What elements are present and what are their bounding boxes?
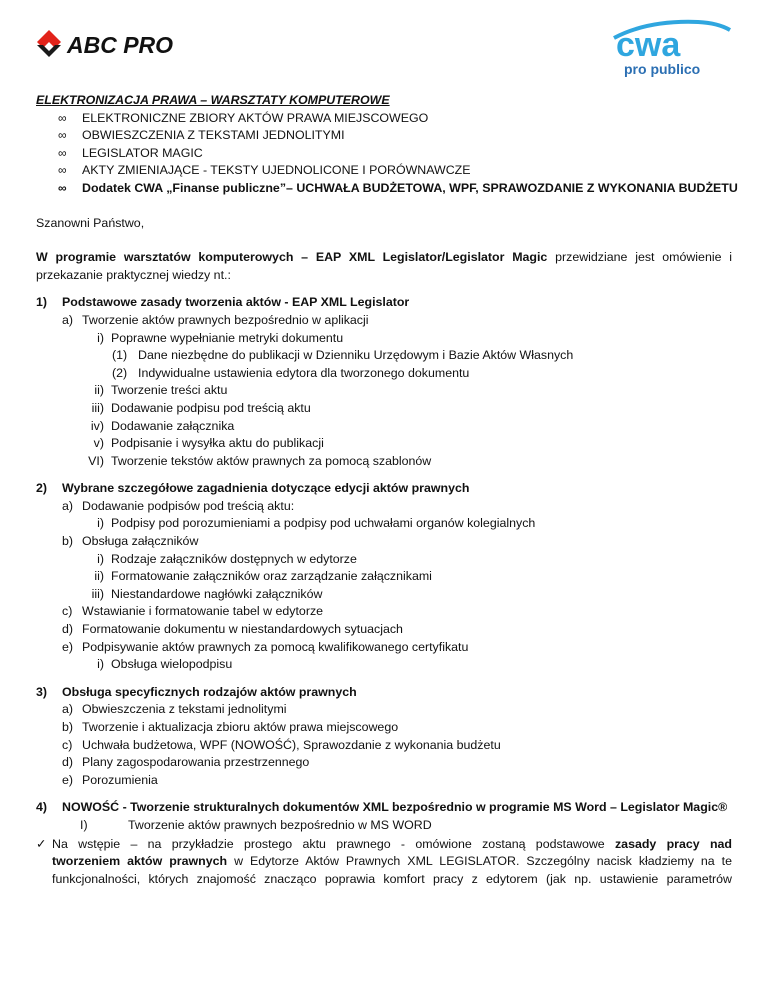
outline-item-text: Tworzenie aktów prawnych bezpośrednio w MS WORD <box>128 817 432 832</box>
outline-item-number: (2) <box>112 365 128 380</box>
outline-item <box>36 621 732 639</box>
outline-item <box>36 656 732 674</box>
outline-item <box>36 586 732 604</box>
cwa-pro-publico-logo <box>608 18 732 78</box>
outline-item <box>36 568 732 586</box>
outline-item-text: Tworzenie aktów prawnych bezpośrednio w aplikacji <box>82 312 369 327</box>
section-heading <box>36 684 732 702</box>
infinity-bullet-icon: ∞ <box>58 145 67 160</box>
topic-bullet-text: Dodatek CWA „Finanse publiczne”– UCHWAŁA BUDŻETOWA, WPF, SPRAWOZDANIE Z WYKONANIA BUDŻETU <box>82 180 738 195</box>
outline-item-text: Porozumienia <box>82 772 158 787</box>
outline-item-number: I) <box>80 817 88 832</box>
outline-item <box>36 701 732 719</box>
outline-item <box>36 330 732 348</box>
topic-bullet <box>36 110 732 128</box>
outline-item <box>36 453 732 471</box>
section-heading <box>36 799 732 817</box>
outline-item-number: d) <box>62 755 74 770</box>
section-title: Obsługa specyficznych rodzajów aktów prawnych <box>62 684 357 699</box>
outline-item-text: Indywidualne ustawienia edytora dla tworzonego dokumentu <box>138 365 470 380</box>
outline-item-number: iii) <box>91 400 104 415</box>
closing-line: funkcjonalności, których znajomość znacząco poprawia komfort pracy z edytorem (jak np. ustawienie parametrów <box>52 871 732 886</box>
outline-item <box>36 754 732 772</box>
outline-item <box>36 365 732 383</box>
section-heading <box>36 294 732 312</box>
outline-item-number: e) <box>62 639 74 654</box>
section-heading <box>36 480 732 498</box>
outline-item-number: b) <box>62 534 74 549</box>
outline-item-number: (1) <box>112 348 128 363</box>
topic-bullet-list <box>36 110 738 198</box>
abc-pro-logo-text: ABC PRO <box>67 32 174 58</box>
abc-pro-logo <box>37 28 202 62</box>
topic-bullet <box>36 127 732 145</box>
outline-item <box>36 719 732 737</box>
outline-item <box>36 603 732 621</box>
topic-bullet-text: AKTY ZMIENIAJĄCE - TEKSTY UJEDNOLICONE I PORÓWNAWCZE <box>82 163 471 178</box>
closing-paragraph <box>36 836 732 889</box>
outline-item-number: VI) <box>88 453 104 468</box>
outline-item-text: Obsługa wielopodpisu <box>111 657 233 672</box>
outline-item-text: Dodawanie podpisów pod treścią aktu: <box>82 498 295 513</box>
section-number: 1) <box>36 295 48 310</box>
outline-item-number: e) <box>62 772 74 787</box>
topic-bullet <box>36 180 738 198</box>
outline-item-text: Tworzenie i aktualizacja zbioru aktów prawa miejscowego <box>82 720 399 734</box>
topic-bullet-text: OBWIESZCZENIA Z TEKSTAMI JEDNOLITYMI <box>82 128 345 143</box>
outline-item-number: iii) <box>91 586 104 601</box>
outline-item-text: Rodzaje załączników dostępnych w edytorze <box>111 551 357 566</box>
outline-item-text: Podpisy pod porozumieniami a podpisy pod uchwałami organów kolegialnych <box>111 516 536 531</box>
section-number: 3) <box>36 684 48 699</box>
outline-item-text: Obsługa załączników <box>82 534 199 549</box>
outline-item-number: c) <box>62 737 73 752</box>
closing-text: Na wstępie – na przykładzie prostego aktu prawnego - omówione zostaną podstawowe <box>52 836 615 851</box>
outline-item-text: Tworzenie treści aktu <box>111 383 228 398</box>
outline-item-text: Niestandardowe nagłówki załączników <box>111 586 323 601</box>
outline-item-text: Uchwała budżetowa, WPF (NOWOŚĆ), Sprawozdanie z wykonania budżetu <box>82 737 501 752</box>
outline-item-number: iv) <box>90 418 104 433</box>
outline-item-number: c) <box>62 604 73 619</box>
outline-item-text: Plany zagospodarowania przestrzennego <box>82 755 310 770</box>
outline-item-number: v) <box>93 436 104 451</box>
checkmark-icon: ✓ <box>36 836 47 851</box>
infinity-bullet-icon: ∞ <box>58 110 67 125</box>
section-title: Podstawowe zasady tworzenia aktów - EAP XML Legislator <box>62 295 410 310</box>
outline-item <box>36 418 732 436</box>
outline-item <box>36 347 732 365</box>
document-title: ELEKTRONIZACJA PRAWA – WARSZTATY KOMPUTEROWE <box>36 93 390 107</box>
section-number: 4) <box>36 800 48 815</box>
outline-item-number: a) <box>62 702 74 717</box>
infinity-bullet-icon: ∞ <box>58 128 67 143</box>
outline-item-text: Podpisywanie aktów prawnych za pomocą kwalifikowanego certyfikatu <box>82 639 469 654</box>
outline-item-text: Wstawianie i formatowanie tabel w edytorze <box>82 604 324 619</box>
cwa-logo-text: cwa <box>616 26 681 64</box>
topic-bullet <box>36 162 732 180</box>
outline-item-number: d) <box>62 622 74 637</box>
topic-bullet <box>36 145 732 163</box>
outline-item-text: Dodawanie załącznika <box>111 418 235 433</box>
infinity-bullet-icon: ∞ <box>58 163 67 178</box>
outline-item <box>36 772 732 790</box>
outline-item-number: i) <box>97 516 104 531</box>
outline-item <box>36 382 732 400</box>
program-outline <box>36 294 732 834</box>
outline-item <box>36 817 732 835</box>
section-title: NOWOŚĆ - Tworzenie strukturalnych dokumentów XML bezpośrednio w programie MS Word – Legislator Magic® <box>62 800 728 815</box>
topic-bullet-text: ELEKTRONICZNE ZBIORY AKTÓW PRAWA MIEJSCOWEGO <box>82 110 429 125</box>
closing-line <box>52 836 732 854</box>
closing-bold-text: zasady pracy nad <box>614 836 732 851</box>
cwa-logo-subtext: pro publico <box>624 61 701 77</box>
outline-item <box>36 400 732 418</box>
outline-item <box>36 639 732 657</box>
outline-item-text: Obwieszczenia z tekstami jednolitymi <box>82 702 287 717</box>
outline-item-number: i) <box>97 657 104 672</box>
intro-text: przewidziane jest omówienie i przekazanie praktycznej wiedzy nt.: <box>36 250 732 282</box>
outline-item <box>36 737 732 755</box>
outline-item-number: i) <box>97 330 104 345</box>
outline-item <box>36 515 732 533</box>
outline-item-number: a) <box>62 498 74 513</box>
closing-bold-text: tworzeniem aktów prawnych <box>52 854 228 869</box>
outline-item-number: ii) <box>94 569 104 584</box>
section-title: Wybrane szczegółowe zagadnienia dotyczące edycji aktów prawnych <box>62 481 470 496</box>
topic-bullet-text: LEGISLATOR MAGIC <box>82 145 203 160</box>
outline-item-text: Tworzenie tekstów aktów prawnych za pomocą szablonów <box>111 453 432 468</box>
outline-item <box>36 533 732 551</box>
outline-item-number: ii) <box>94 383 104 398</box>
outline-item-number: a) <box>62 312 74 327</box>
header <box>0 0 768 86</box>
outline-item <box>36 498 732 516</box>
intro-bold-text: W programie warsztatów komputerowych – EAP XML Legislator/Legislator Magic <box>36 250 548 265</box>
outline-item <box>36 435 732 453</box>
outline-item <box>36 312 732 330</box>
closing-text: w Edytorze Aktów Prawnych XML LEGISLATOR. Szczególny nacisk kładziemy na te <box>227 854 733 869</box>
outline-item-number: b) <box>62 720 74 734</box>
infinity-bullet-icon: ∞ <box>58 180 67 195</box>
outline-item-text: Dodawanie podpisu pod treścią aktu <box>111 400 311 415</box>
greeting: Szanowni Państwo, <box>36 215 145 230</box>
outline-item-text: Formatowanie załączników oraz zarządzanie załącznikami <box>111 569 432 584</box>
abc-pro-diamond-icon <box>37 30 61 57</box>
outline-item-text: Poprawne wypełnianie metryki dokumentu <box>111 330 344 345</box>
outline-item-number: i) <box>97 551 104 566</box>
document-body <box>36 92 738 888</box>
closing-line <box>52 853 732 871</box>
outline-item-text: Dane niezbędne do publikacji w Dzienniku Urzędowym i Bazie Aktów Własnych <box>138 348 574 363</box>
outline-item-text: Formatowanie dokumentu w niestandardowych sytuacjach <box>82 622 403 637</box>
outline-item <box>36 551 732 569</box>
section-number: 2) <box>36 481 48 496</box>
intro-paragraph <box>36 249 732 284</box>
outline-item-text: Podpisanie i wysyłka aktu do publikacji <box>111 436 324 451</box>
